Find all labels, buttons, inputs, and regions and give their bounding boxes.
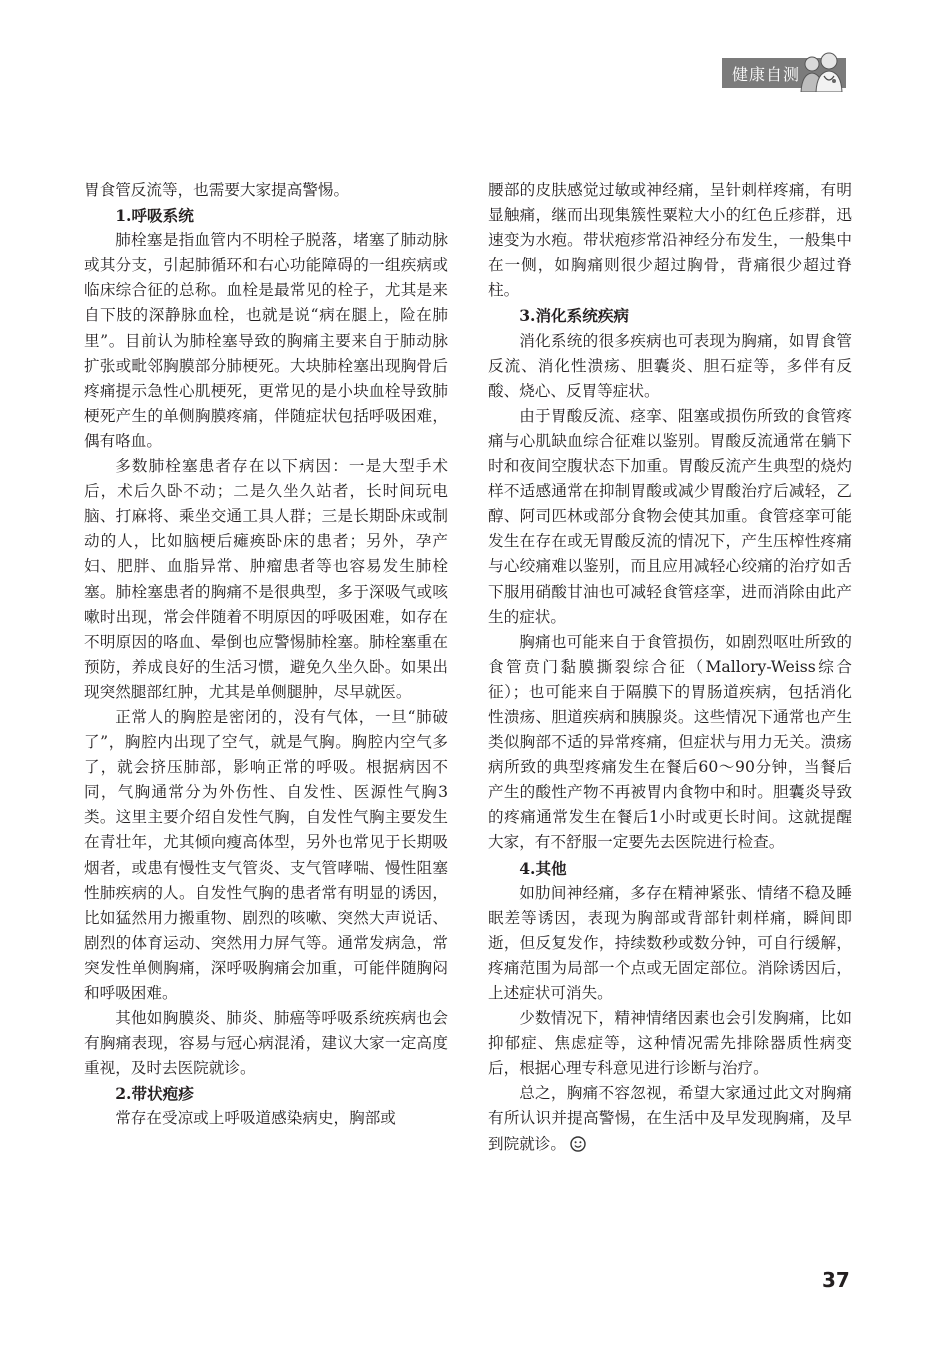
section-heading-respiratory: 1.呼吸系统 — [115, 206, 194, 226]
closing-text: 总之，胸痛不容忽视，希望大家通过此文对胸痛有所认识并提高警惕，在生活中及早发现胸痛，及早到院就诊。 — [488, 1084, 852, 1153]
doctors-illustration-icon — [796, 48, 846, 92]
left-article-column — [84, 178, 448, 1132]
paragraph: 如肋间神经痛，多存在精神紧张、情绪不稳及睡眠差等诱因，表现为胸部或背部针刺样痛，瞬间即逝，但反复发作，持续数秒或数分钟，可自行缓解，疼痛范围为局部一个点或无固定部位。消除诱因后，上述症状可消失。 — [488, 883, 852, 1002]
paragraph: 多数肺栓塞患者存在以下病因：一是大型手术后，术后久卧不动；二是久坐久站者，长时间玩电脑、打麻将、乘坐交通工具人群；三是长期卧床或制动的人，比如脑梗后瘫痪卧床的患者；另外，孕产妇、肥胖、血脂异常、肿瘤患者等也容易发生肺栓塞。肺栓塞患者的胸痛不是很典型，多于深吸气或咳嗽时出现，常会伴随着不明原因的呼吸困难，如存在不明原因的咯血、晕倒也应警惕肺栓塞。肺栓塞重在预防，养成良好的生活习惯，避免久坐久卧。如果出现突然腿部红肿，尤其是单侧腿肿，尽早就医。 — [84, 457, 448, 701]
section-heading-digestive: 3.消化系统疾病 — [519, 306, 630, 326]
paragraph: 少数情况下，精神情绪因素也会引发胸痛，比如抑郁症、焦虑症等，这种情况需先排除器质性病变后，根据心理专科意见进行诊断与治疗。 — [488, 1009, 852, 1078]
section-heading-other: 4.其他 — [519, 858, 567, 878]
paragraph: 常存在受凉或上呼吸道感染病史，胸部或 — [115, 1109, 396, 1128]
right-article-column — [488, 178, 852, 1157]
smiley-end-mark-icon — [570, 1136, 586, 1152]
paragraph: 腰部的皮肤感觉过敏或神经痛，呈针刺样疼痛，有明显触痛，继而出现集簇性粟粒大小的红色丘疹群，迅速变为水疱。带状疱疹常沿神经分布发生，一般集中在一侧，如胸痛则很少超过胸骨，背痛很少超过脊柱。 — [488, 181, 852, 300]
paragraph: 胸痛也可能来自于食管损伤，如剧烈呕吐所致的食管贲门黏膜撕裂综合征（Mallory-Weiss综合征）；也可能来自于隔膜下的胃肠道疾病，包括消化性溃疡、胆道疾病和胰腺炎。这些情况下通常也产生类似胸部不适的异常疼痛，但症状与用力无关。溃疡病所致的典型疼痛发生在餐后60～90分钟，当餐后产生的酸性产物不再被胃内食物中和时。胆囊炎导致的疼痛通常发生在餐后1小时或更长时间。这就提醒大家，有不舒服一定要先去医院进行检查。 — [488, 632, 852, 852]
page-number: 37 — [822, 1268, 850, 1292]
paragraph: 由于胃酸反流、痉挛、阻塞或损伤所致的食管疼痛与心肌缺血综合征难以鉴别。胃酸反流通常在躺下时和夜间空腹状态下加重。胃酸反流产生典型的烧灼样不适感通常在抑制胃酸或减少胃酸治疗后减轻，乙醇、阿司匹林或部分食物会使其加重。食管痉挛可能发生在存在或无胃酸反流的情况下，产生压榨性疼痛与心绞痛难以鉴别，而且应用减轻心绞痛的治疗如舌下服用硝酸甘油也可减轻食管痉挛，进而消除由此产生的症状。 — [488, 406, 852, 626]
paragraph: 肺栓塞是指血管内不明栓子脱落，堵塞了肺动脉或其分支，引起肺循环和右心功能障碍的一组疾病或临床综合征的总称。血栓是最常见的栓子，尤其是来自下肢的深静脉血栓，也就是说“病在腿上，险在肺里”。目前认为肺栓塞导致的胸痛主要来自于肺动脉扩张或毗邻胸膜部分肺梗死。大块肺栓塞出现胸骨后疼痛提示急性心肌梗死，更常见的是小块血栓导致肺梗死产生的单侧胸膜疼痛，伴随症状包括呼吸困难，偶有咯血。 — [84, 231, 448, 450]
paragraph: 其他如胸膜炎、肺炎、肺癌等呼吸系统疾病也会有胸痛表现，容易与冠心病混淆，建议大家一定高度重视，及时去医院就诊。 — [84, 1009, 448, 1078]
paragraph: 胃食管反流等，也需要大家提高警惕。 — [84, 181, 350, 199]
paragraph: 正常人的胸腔是密闭的，没有气体，一旦“肺破了”，胸腔内出现了空气，就是气胸。胸腔内空气多了，就会挤压肺部，影响正常的呼吸。根据病因不同，气胸通常分为外伤性、自发性、医源性气胸3类。这里主要介绍自发性气胸，自发性气胸主要发生在青壮年，尤其倾向瘦高体型，另外也常见于长期吸烟者，或患有慢性支气管炎、支气管哮喘、慢性阻塞性肺疾病的人。自发性气胸的患者常有明显的诱因，比如猛然用力搬重物、剧烈的咳嗽、突然大声说话、剧烈的体育运动、突然用力屏气等。通常发病急，常突发性单侧胸痛，深呼吸胸痛会加重，可能伴随胸闷和呼吸困难。 — [84, 707, 448, 1002]
section-heading-herpes-zoster: 2.带状疱疹 — [115, 1084, 194, 1104]
closing-paragraph — [488, 1081, 852, 1156]
section-header-tab — [722, 58, 846, 88]
section-label: 健康自测 — [732, 65, 801, 84]
paragraph: 消化系统的很多疾病也可表现为胸痛，如胃食管反流、消化性溃疡、胆囊炎、胆石症等，多伴有反酸、烧心、反胃等症状。 — [488, 331, 852, 400]
